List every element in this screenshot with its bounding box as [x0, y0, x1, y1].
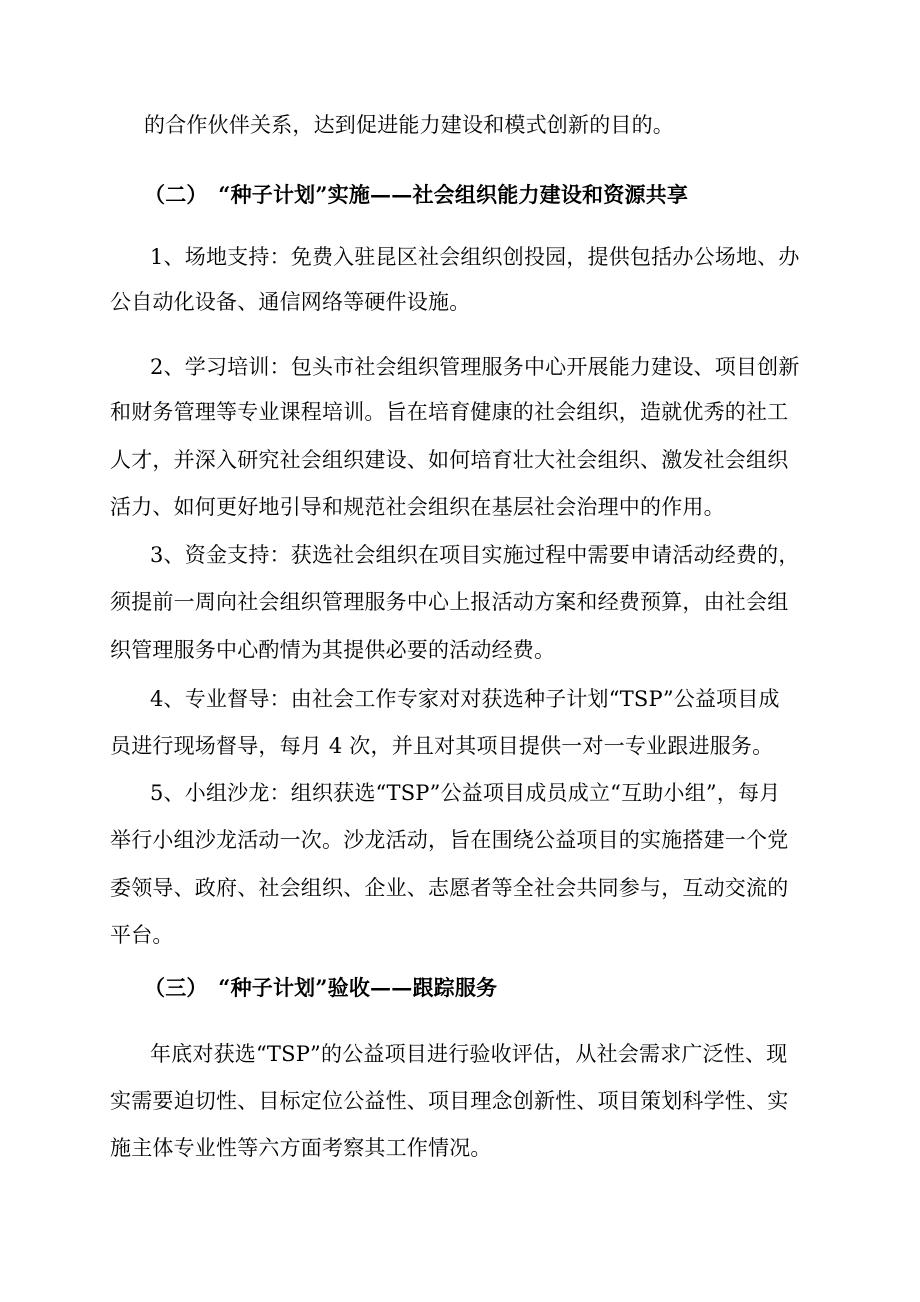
section-heading-2: （二） “种子计划”实施——社会组织能力建设和资源共享 [144, 182, 689, 207]
paragraph-line: 年底对获选“TSP”的公益项目进行验收评估，从社会需求广泛性、现 [150, 1042, 788, 1066]
paragraph-line: 施主体专业性等六方面考察其工作情况。 [110, 1136, 492, 1160]
paragraph-line: 实需要迫切性、目标定位公益性、项目理念创新性、项目策划科学性、实 [110, 1089, 789, 1113]
paragraph-line: 平台。 [110, 923, 174, 947]
paragraph-line: 2、学习培训：包头市社会组织管理服务中心开展能力建设、项目创新 [150, 355, 800, 379]
paragraph-line: 员进行现场督导，每月 4 次，并且对其项目提供一对一专业跟进服务。 [110, 734, 774, 758]
paragraph-line: 4、专业督导：由社会工作专家对对获选种子计划“TSP”公益项目成 [150, 687, 780, 711]
paragraph-line: 委领导、政府、社会组织、企业、志愿者等全社会共同参与，互动交流的 [110, 876, 789, 900]
paragraph-line: 人才，并深入研究社会组织建设、如何培育壮大社会组织、激发社会组织 [110, 448, 789, 472]
paragraph-line: 活力、如何更好地引导和规范社会组织在基层社会治理中的作用。 [110, 495, 725, 519]
paragraph-line: 公自动化设备、通信网络等硬件设施。 [110, 290, 471, 314]
paragraph-line: 和财务管理等专业课程培训。旨在培育健康的社会组织，造就优秀的社工 [110, 400, 789, 424]
section-heading-3: （三） “种子计划”验收——跟踪服务 [144, 975, 498, 1000]
paragraph-line: 1、场地支持：免费入驻昆区社会组织创投园，提供包括办公场地、办 [150, 245, 800, 269]
paragraph-line: 须提前一周向社会组织管理服务中心上报活动方案和经费预算，由社会组 [110, 590, 789, 614]
paragraph-line: 织管理服务中心酌情为其提供必要的活动经费。 [110, 638, 556, 662]
paragraph-line: 5、小组沙龙：组织获选“TSP”公益项目成员成立“互助小组”，每月 [150, 781, 781, 805]
paragraph-line: 举行小组沙龙活动一次。沙龙活动，旨在围绕公益项目的实施搭建一个党 [110, 828, 789, 852]
paragraph-line: 的合作伙伴关系，达到促进能力建设和模式创新的目的。 [144, 113, 674, 137]
paragraph-line: 3、资金支持：获选社会组织在项目实施过程中需要申请活动经费的， [150, 543, 800, 567]
